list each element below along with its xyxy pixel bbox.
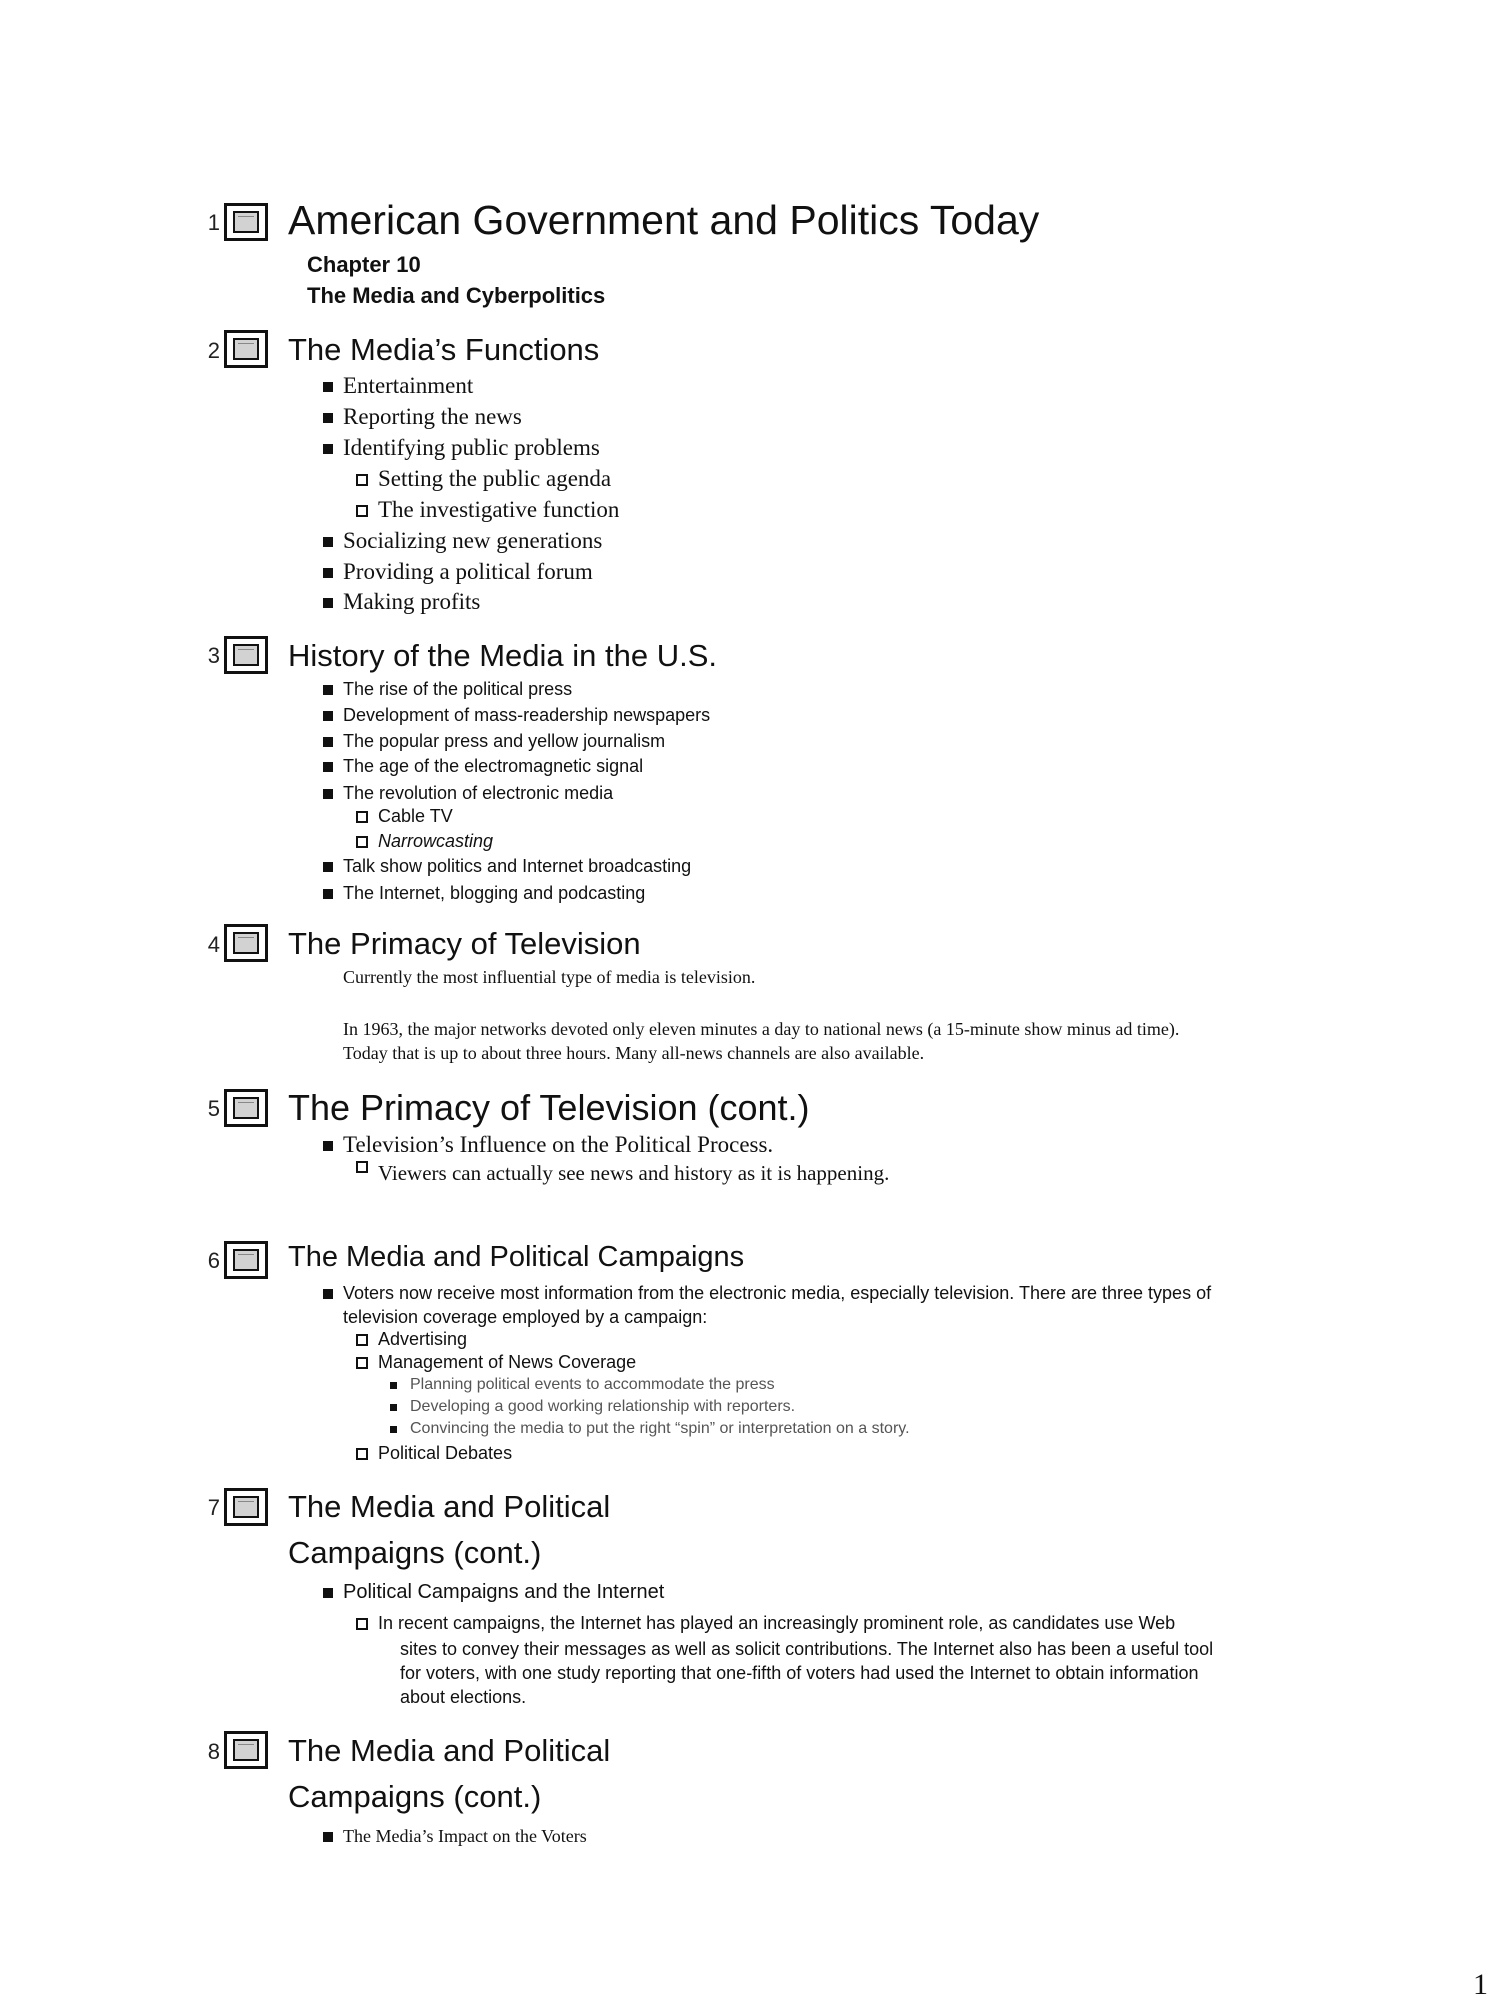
list-item-continuation: television coverage employed by a campaign: [343,1307,708,1327]
slide-title: American Government and Politics Today [288,197,1040,243]
list-item: The rise of the political press [343,679,573,699]
list-item: The age of the electromagnetic signal [343,756,644,776]
list-subitem-continuation: sites to convey their messages as well as solicit contributions. The Internet also has been a useful tool [400,1639,1214,1659]
slide-thumbnail-icon [224,330,268,368]
slide-thumbnail-icon [224,1089,268,1127]
slide-thumbnail-icon [224,924,268,962]
list-item: Identifying public problems [343,435,600,460]
slide-title-continuation: Campaigns (cont.) [288,1535,542,1570]
paragraph: In 1963, the major networks devoted only eleven minutes a day to national news (a 15-minute show minus ad time). [343,1019,1180,1039]
list-subsubitem: Convincing the media to put the right “spin” or interpretation on a story. [410,1420,910,1437]
slide-number: 2 [207,338,220,363]
slide-number: 6 [207,1248,220,1273]
list-subitem: The investigative function [378,497,620,522]
slide-title: The Primacy of Television [288,926,641,961]
list-item: Entertainment [343,373,474,398]
list-item: Reporting the news [343,404,522,429]
list-subsubitem: Planning political events to accommodate the press [410,1376,775,1393]
page-number: 1 [1473,1968,1488,2001]
list-subitem: Narrowcasting [378,831,494,851]
list-item: The revolution of electronic media [343,783,614,803]
slide-title-continuation: Campaigns (cont.) [288,1779,542,1814]
paragraph: Today that is up to about three hours. Many all-news channels are also available. [343,1043,925,1063]
chapter-subtitle: The Media and Cyberpolitics [307,283,606,308]
list-subsubitem: Developing a good working relationship with reporters. [410,1398,796,1415]
list-item: The Internet, blogging and podcasting [343,883,646,903]
slide-thumbnail-icon [224,203,268,241]
list-item: Making profits [343,589,481,614]
chapter-label: Chapter 10 [307,252,421,277]
slide-number: 3 [207,643,220,668]
slide-number: 5 [207,1096,220,1121]
slide-thumbnail-icon [224,1731,268,1769]
slide-title: The Media and Political [288,1733,611,1768]
list-subitem: Political Debates [378,1443,513,1463]
list-item: Development of mass-readership newspapers [343,705,711,725]
slide-number: 4 [207,932,220,957]
list-item: Providing a political forum [343,559,593,584]
slide-thumbnail-icon [224,1241,268,1279]
list-subitem: Cable TV [378,806,453,826]
slide-title: The Media’s Functions [288,332,600,367]
list-item: Voters now receive most information from the electronic media, especially television. There are three types of [343,1283,1212,1303]
list-subitem-continuation: for voters, with one study reporting that one-fifth of voters had used the Internet to obtain information [400,1663,1199,1683]
list-item: The Media’s Impact on the Voters [343,1826,587,1846]
list-subitem-continuation: about elections. [400,1687,527,1707]
slide-number: 1 [207,210,220,235]
slide-thumbnail-icon [224,636,268,674]
list-subitem: Management of News Coverage [378,1352,637,1372]
list-subitem: In recent campaigns, the Internet has played an increasingly prominent role, as candidates use Web [378,1613,1176,1633]
list-item: Political Campaigns and the Internet [343,1581,665,1603]
slide-number: 8 [207,1739,220,1764]
list-item: Television’s Influence on the Political Process. [343,1132,774,1157]
list-subitem: Advertising [378,1329,468,1349]
slide-title: The Media and Political Campaigns [288,1241,745,1273]
list-subitem: Viewers can actually see news and history as it is happening. [378,1161,890,1185]
list-subitem: Setting the public agenda [378,466,612,491]
list-item: Socializing new generations [343,528,603,553]
slide-title: The Primacy of Television (cont.) [288,1087,810,1128]
slide-title: The Media and Political [288,1489,611,1524]
list-item: The popular press and yellow journalism [343,731,666,751]
slide-title: History of the Media in the U.S. [288,638,718,673]
slide-number: 7 [207,1495,220,1520]
list-item: Talk show politics and Internet broadcasting [343,856,692,876]
paragraph: Currently the most influential type of media is television. [343,967,756,987]
slide-thumbnail-icon [224,1488,268,1526]
